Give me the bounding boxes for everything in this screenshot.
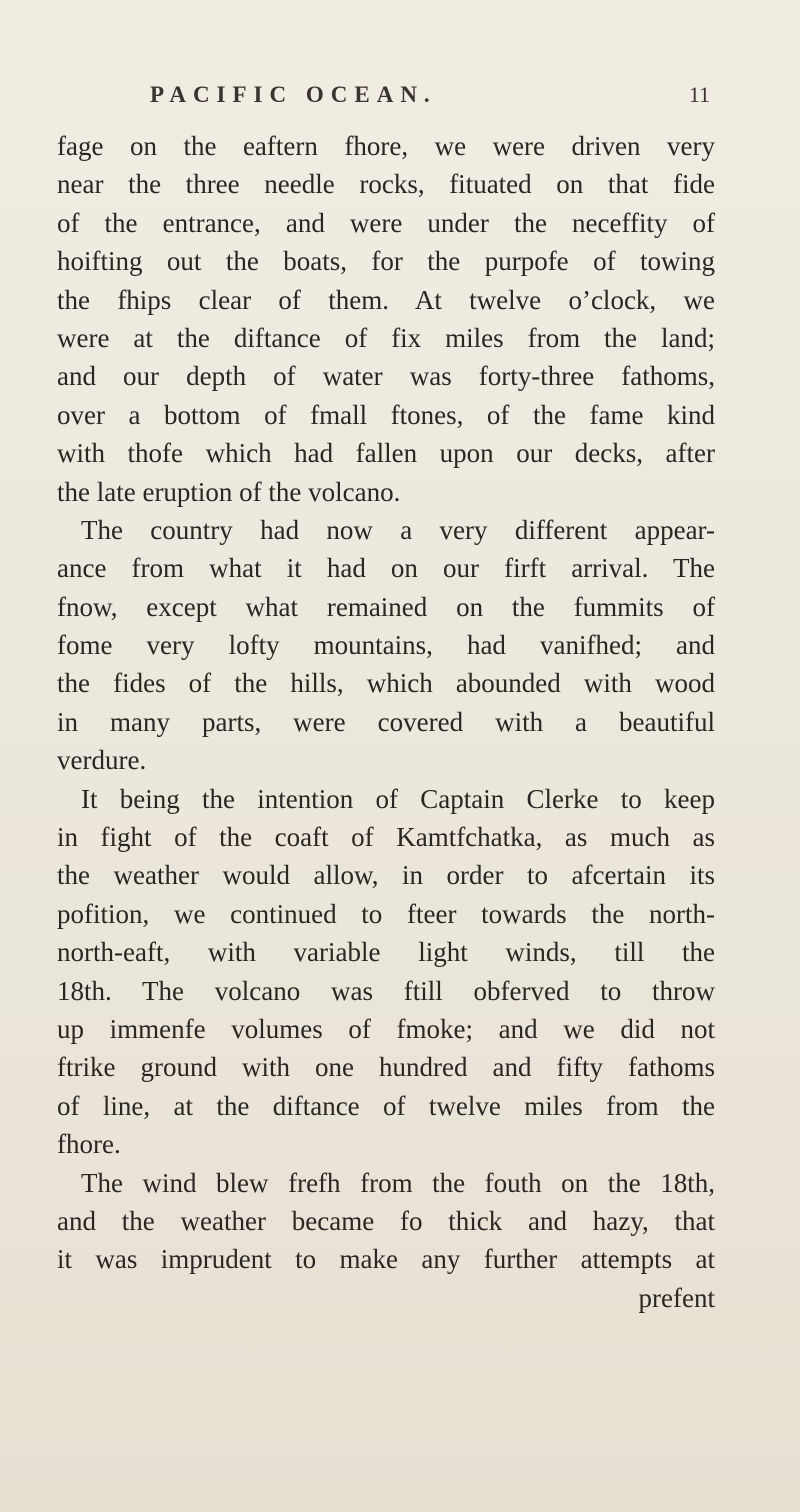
text-line: 18th. The volcano was ftill obferved to throw: [57, 975, 715, 1006]
text-line: up immenfe volumes of fmoke; and we did not: [57, 1013, 715, 1044]
text-line: the fhips clear of them. At twelve o’clock, we: [57, 284, 715, 315]
text-line: over a bottom of fmall ftones, of the fame kind: [57, 399, 715, 430]
body-text: [57, 127, 715, 1317]
text-line: in many parts, were covered with a beautiful: [57, 706, 715, 737]
text-line: fome very lofty mountains, had vanifhed; and: [57, 630, 715, 661]
text-line: fage on the eaftern fhore, we were driven very: [57, 131, 715, 161]
text-line: fnow, except what remained on the fummits of: [57, 591, 715, 622]
text-line: pofition, we continued to fteer towards the north-: [57, 898, 715, 929]
text-line: and our depth of water was forty-three fathoms,: [57, 361, 715, 392]
text-line: with thofe which had fallen upon our decks, after: [57, 438, 715, 469]
running-head: [150, 82, 710, 112]
text-line: It being the intention of Captain Clerke to keep: [81, 783, 715, 814]
text-line: it was imprudent to make any further attempts at: [57, 1244, 715, 1275]
text-line: The wind blew frefh from the fouth on the 18th,: [81, 1167, 715, 1198]
text-line: hoifting out the boats, for the purpofe of towing: [57, 246, 715, 277]
text-line: verdure.: [57, 745, 147, 776]
text-line: of line, at the diftance of twelve miles from the: [57, 1090, 715, 1121]
running-head-title: PACIFIC OCEAN.: [150, 82, 437, 107]
text-line: ftrike ground with one hundred and fifty fathoms: [57, 1052, 715, 1083]
text-line: north-eaft, with variable light winds, till the: [57, 937, 715, 968]
text-line: the weather would allow, in order to afcertain its: [57, 860, 715, 891]
text-line: The country had now a very different appear-: [81, 514, 715, 545]
text-line: of the entrance, and were under the neceffity of: [57, 207, 715, 238]
text-line: near the three needle rocks, fituated on that fide: [57, 169, 715, 200]
text-line: the late eruption of the volcano.: [57, 476, 401, 507]
text-line: ance from what it had on our firft arrival. The: [57, 553, 715, 584]
text-line: and the weather became fo thick and hazy, that: [57, 1205, 715, 1236]
text-line: prefent: [638, 1282, 715, 1313]
text-line: in fight of the coaft of Kamtfchatka, as much as: [57, 822, 715, 853]
text-line: were at the diftance of fix miles from the land;: [57, 322, 715, 353]
text-line: the fides of the hills, which abounded with wood: [57, 668, 715, 699]
page-number: 11: [688, 82, 710, 107]
text-line: fhore.: [57, 1129, 121, 1160]
